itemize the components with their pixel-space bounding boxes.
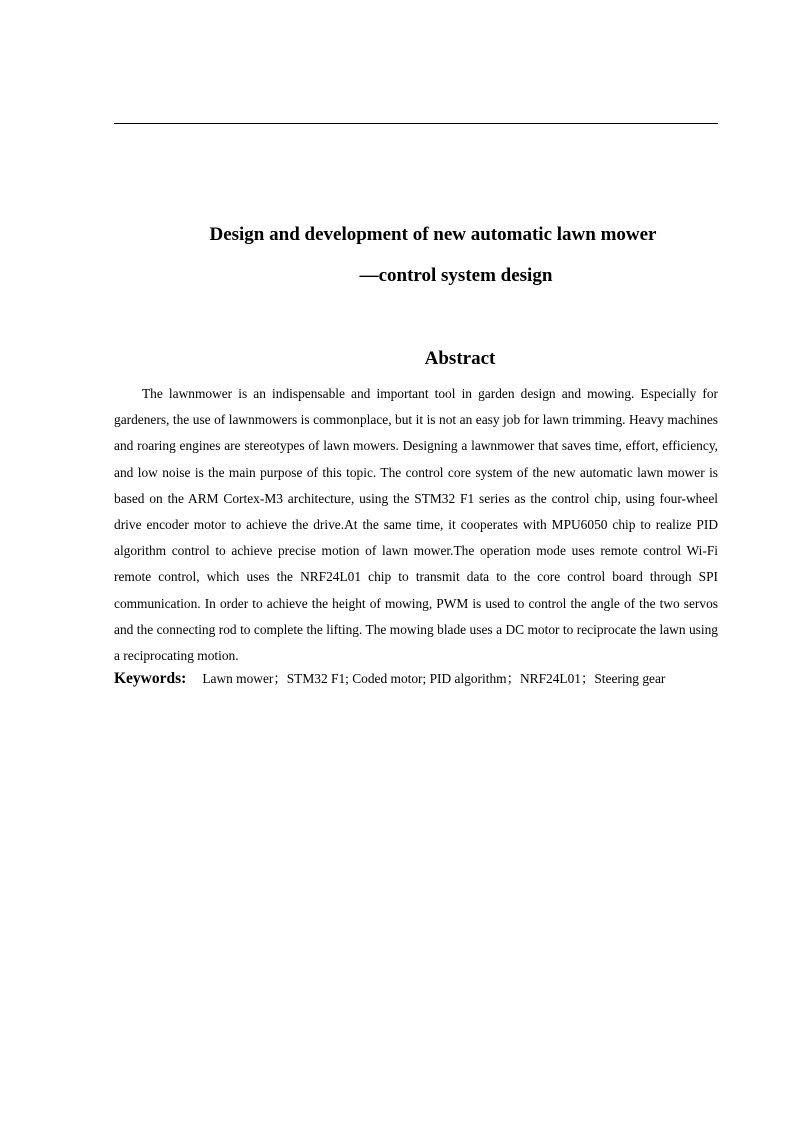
- keywords-text: Lawn mower；STM32 F1; Coded motor; PID algorithm；NRF24L01；Steering gear: [202, 671, 666, 686]
- keywords-line: [114, 667, 718, 691]
- keywords-label: Keywords:: [114, 670, 187, 687]
- header-rule: [114, 123, 718, 124]
- abstract-heading: Abstract: [424, 348, 496, 369]
- paper-subtitle: —control system design: [359, 265, 553, 286]
- abstract-body: The lawnmower is an indispensable and important tool in garden design and mowing. Especially for gardeners, the use of lawnmowers is commonplace, but it is not an easy job for lawn trimming. Heavy machines and roaring engines are stereotypes of lawn mowers. Designing a lawnmower that saves time, effort, efficiency, and low noise is the main purpose of this topic. The control core system of the new automatic lawn mower is based on the ARM Cortex-M3 architecture, using the STM32 F1 series as the control chip, using four-wheel drive encoder motor to achieve the drive.At the same time, it cooperates with MPU6050 chip to realize PID algorithm control to achieve precise motion of lawn mower.The operation mode uses remote control Wi-Fi remote control, which uses the NRF24L01 chip to transmit data to the core control board through SPI communication. In order to achieve the height of mowing, PWM is used to control the angle of the two servos and the connecting rod to complete the lifting. The mowing blade uses a DC motor to reciprocate the lawn using a reciprocating motion.: [114, 386, 718, 664]
- paper-title: Design and development of new automatic lawn mower: [209, 224, 657, 245]
